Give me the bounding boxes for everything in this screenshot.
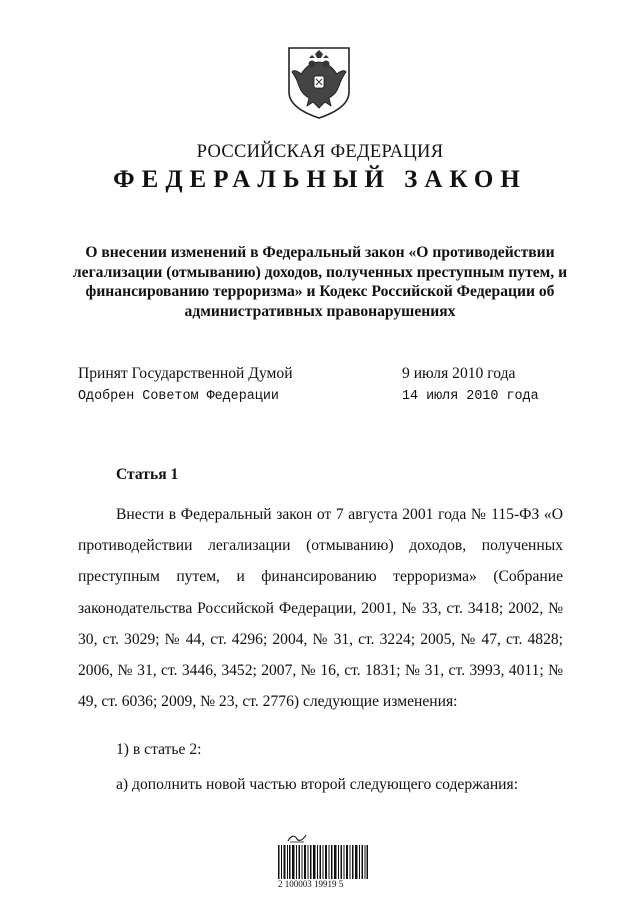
subject-line: финансированию терроризма» и Кодекс Российской Федерации об xyxy=(85,283,555,300)
duma-label: Принят Государственной Думой xyxy=(78,365,293,382)
barcode-icon xyxy=(278,845,368,879)
law-subject xyxy=(70,243,570,321)
adoption-council-row xyxy=(78,389,568,404)
article-item-2: а) дополнить новой частью второй следующего содержания: xyxy=(116,776,519,793)
registration-mark-icon xyxy=(286,833,308,843)
subject-line: О внесении изменений в Федеральный закон «О противодействии xyxy=(85,244,555,261)
council-date: 14 июля 2010 года xyxy=(402,389,539,404)
coat-of-arms-icon xyxy=(287,46,351,120)
document-title: ФЕДЕРАЛЬНЫЙ ЗАКОН xyxy=(113,166,527,193)
adoption-duma-row xyxy=(78,365,568,383)
barcode-block xyxy=(278,833,368,893)
article-heading: Статья 1 xyxy=(116,466,179,483)
duma-date: 9 июля 2010 года xyxy=(402,365,516,382)
council-label: Одобрен Советом Федерации xyxy=(78,389,279,404)
country-name: РОССИЙСКАЯ ФЕДЕРАЦИЯ xyxy=(196,142,444,162)
subject-line: административных правонарушениях xyxy=(184,302,456,320)
article-item-1: 1) в статье 2: xyxy=(116,741,202,758)
subject-line: легализации (отмыванию) доходов, полученных преступным путем, и xyxy=(72,263,568,281)
article-paragraph: Внести в Федеральный закон от 7 августа 2001 года № 115-ФЗ «О противодействии легализации (отмыванию) доходов, полученных преступным путем, и финансированию терроризма» (Собрание законодательства Российской Федерации, 2001, № 33, ст. 3418; 2002, № 30, ст. 3029; № 44, ст. 4296; 2004, № 31, ст. 3224; 2005, № 47, ст. 4828; 2006, № 31, ст. 3446, 3452; 2007, № 16, ст. 1831; № 31, ст. 3993, 4011; № 49, ст. 6036; 2009, № 23, ст. 2776) следующие изменения: xyxy=(78,506,563,711)
barcode-number: 2 100003 19919 5 xyxy=(278,879,344,889)
